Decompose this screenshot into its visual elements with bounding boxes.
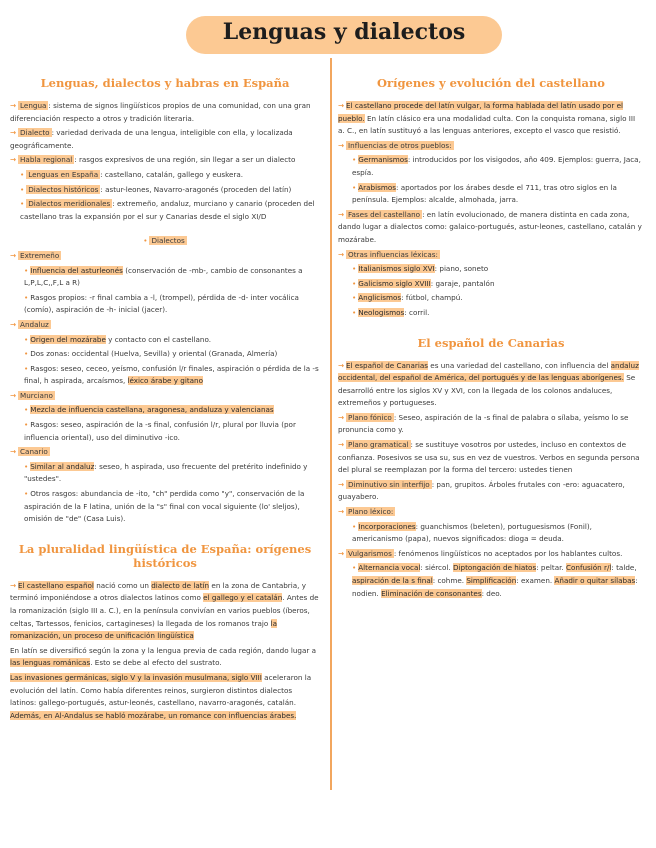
highlight: Galicismo siglo XVIII [358,278,431,288]
bullet-icon: • [24,363,29,373]
def-text: : rasgos expresivos de una región, sin llegar a ser un dialecto [74,155,296,165]
highlight: la romanización, un proceso de unificación lingüística [10,618,277,641]
plano-gramatical [338,439,644,477]
arrow-icon: → [338,412,345,422]
sub-text: : astur-leones, Navarro-aragonés (proceden del latín) [100,184,292,194]
bullet-icon: • [24,405,29,415]
sub-item [10,198,320,223]
canarias-p1 [338,360,644,410]
bullet-icon: • [20,169,25,179]
sub-text: : cohme. [432,576,467,585]
origenes-p1 [338,100,644,138]
pluralidad-p2 [10,645,320,670]
arrow-icon: → [338,507,345,517]
highlight: andaluz occidental, del español de América, del portugués y de las lenguas aborígenes. [338,360,639,383]
term-label: Canario [20,447,48,457]
arrow-icon: → [338,209,345,219]
term-label: Dialecto [20,128,50,138]
pluralidad-p1 [10,580,320,643]
sub-text: : aportados por los árabes desde el 711, tras otro siglos en la península. Ejemplos: alcalde, almohada, jarra. [352,182,617,205]
influencias-heading [338,140,644,153]
diminutivo-item [338,479,644,504]
sub-item [10,292,320,317]
sub-item [338,307,644,320]
body-text: : fenómenos lingüísticos no aceptados por los hablantes cultos. [393,548,623,558]
highlight: Incorporaciones [358,521,416,531]
arrow-icon: → [10,390,17,400]
sub-text: (conservación de -mb-, cambio de consonantes a L,P,L,C,,F,L a R) [24,265,303,288]
dialectos-label: Dialectos [151,236,185,246]
bullet-icon: • [24,334,29,344]
dialect-extremeno [10,250,320,263]
sub-text: Otros rasgos: abundancia de -ito, "ch" perdida como "y", conservación de la aspiración de la F latina, unión de la "s" final con vocal siguiente (lo' sleljos), omisión de "de" (Casa Luis). [24,489,305,524]
bullet-icon: • [352,307,357,317]
sub-text: : peltar. [536,563,566,573]
sub-text: : talde, [611,563,637,573]
sub-text: : examen. [516,576,555,585]
body-text: : se sustituye vosotros por ustedes, incluso en contextos de confianza. Posesivos se usa su, sus en vez de vuestros. Verbos en segunda persona del plural se reemplazan por la forma del tercero: ustedes tienen [338,440,640,475]
highlight: léxico árabe y gitano [127,376,203,386]
sub-text: : deo. [481,588,502,598]
body-text: . Antes de la romanización (siglo III a. C.), en la península convivían en varios pueblos (íberos, celtas, Tartessos, fenicios, cartagineses) la llegada de los romanos trajo [10,593,319,628]
sub-item [10,461,320,486]
highlight: El español de Canarias [346,360,428,370]
column-divider [330,58,332,790]
bullet-icon: • [352,293,357,303]
body-text: en la zona de Cantabria, y terminó imponiéndose a otros dialectos latinos como [10,580,306,603]
left-column [10,72,320,724]
sub-item [10,419,320,444]
sub-text: : garaje, pantalón [430,278,495,288]
sub-item [338,278,644,291]
sub-text: : castellano, catalán, gallego y euskera. [100,169,244,179]
highlight: Diptongación de hiatos [452,563,537,573]
section-heading-lenguas: Lenguas, dialectos y habras en España [40,76,290,90]
highlight: Simplificación [466,576,517,585]
dialectos-subheading [10,235,320,248]
arrow-icon: → [10,250,17,260]
sub-item [10,184,320,197]
sub-text: Rasgos: seseo, ceceo, yeísmo, confusión l/r finales, aspiración o pérdida de la -s final, h aspirada, arcaísmos, [24,363,319,386]
dialect-murciano [10,390,320,403]
arrow-icon: → [10,319,17,329]
section-heading-canarias: El español de Canarias [417,335,565,350]
def-dialecto [10,127,320,152]
highlight: Además, en Al-Andalus se habló mozárabe, un romance con influencias árabes. [10,710,297,720]
bullet-icon: • [24,349,29,359]
sub-text: : introducidos por los visigodos, año 409. Ejemplos: guerra, Jaca, espía. [352,155,641,177]
bullet-icon: • [24,420,29,430]
body-text: : en latín evolucionado, de manera distinta en cada zona, dando lugar a dialectos como: galaico-portugués, astur-leones, castellano, catalán y mozárabe. [338,209,642,244]
spacer [10,225,320,235]
right-column [338,72,644,602]
highlight: Alternancia vocal [358,563,421,573]
sub-text: : nodien. [352,576,638,598]
arrow-icon: → [338,101,345,110]
body-text: . Esto se debe al efecto del sustrato. [90,658,222,668]
arrow-icon: → [338,548,345,558]
highlight: Confusión r/l [565,563,612,573]
sub-item [10,169,320,182]
term-label: Otras influencias léxicas: [348,249,438,259]
sub-item [338,562,644,600]
bullet-icon: • [352,155,357,165]
section-heading-pluralidad: La pluralidad lingüística de España: orígenes históricos [18,541,312,570]
bullet-icon: • [352,264,357,274]
body-text: aceleraron la evolución del latín. Como había diferentes reinos, surgieron distintos dialectos latinos: gallego-portugués, astur-leonés, castellano, navarro-aragonés, catalán. [10,672,312,708]
plano-lexico [338,506,644,519]
bullet-icon: • [352,278,357,288]
arrow-icon: → [10,580,17,590]
sub-text: : seseo, h aspirada, uso frecuente del pretérito indefinido y "ustedes". [24,461,308,484]
bullet-icon: • [143,236,148,246]
bullet-icon: • [24,461,29,471]
sub-item [10,363,320,388]
highlight: Similar al andaluz [30,461,95,471]
body-text: : pan, grupitos. Árboles frutales con -ero: aguacatero, guayabero. [338,479,625,502]
arrow-icon: → [338,360,345,370]
term-label: Diminutivo sin interfijo [348,479,430,489]
sub-item [338,521,644,546]
section-heading-origenes: Orígenes y evolución del castellano [377,76,605,90]
highlight: las lenguas románicas [10,658,91,668]
sub-text: Dos zonas: occidental (Huelva, Sevilla) y oriental (Granada, Almería) [30,349,278,359]
sub-item [10,404,320,417]
term-label: Dialectos meridionales [28,199,111,209]
sub-text: : piano, soneto [434,264,489,274]
term-label: Plano gramatical [348,440,409,450]
term-label: Murciano [20,390,53,400]
def-text: : variedad derivada de una lengua, inteligible con ella, y localizada geográficamente. [10,128,293,150]
arrow-icon: → [10,128,17,138]
bullet-icon: • [352,563,357,573]
highlight: dialecto de latín [151,580,210,590]
highlight: aspiración de la s final [352,576,433,585]
sub-item [10,265,320,290]
highlight: Origen del mozárabe [30,334,106,344]
term-label: Extremeño [20,250,60,260]
arrow-icon: → [338,249,345,259]
term-label: Habla regional [20,155,73,165]
highlight: El castellano procede del latín vulgar, la forma hablada del latín usado por el pueblo. [338,101,624,123]
body-text: En latín clásico era una modalidad culta. Con la conquista romana, siglo III a. C., en latín sustituyó a las lenguas anteriores, excepto el vasco que resistió. [338,113,636,136]
highlight: Germanismos [358,155,408,165]
plano-fonico [338,412,644,437]
bullet-icon: • [24,292,29,302]
page-title: Lenguas y dialectos [222,19,466,45]
body-text: es una variedad del castellano, con influencia del [427,360,611,370]
sub-item [338,182,644,207]
sub-item [338,263,644,276]
term-label: Andaluz [20,319,49,329]
highlight: El castellano español [18,580,94,590]
sub-text: : corril. [404,307,430,317]
term-label: Dialectos históricos [28,184,99,194]
pluralidad-p3 [10,672,320,722]
arrow-icon: → [10,155,17,165]
sub-item [338,154,644,179]
highlight: Añadir o quitar sílabas [554,576,636,585]
arrow-icon: → [338,440,345,450]
highlight: el gallego y el catalán [203,593,283,603]
bullet-icon: • [24,489,29,499]
vulgarismos-item [338,548,644,561]
bullet-icon: • [352,182,357,192]
spacer [338,322,644,332]
term-label: Plano léxico: [348,507,394,517]
term-label: Vulgarismos [348,548,392,558]
body-text: En latín se diversificó según la zona y la lengua previa de cada región, dando lugar a [10,645,317,655]
sub-text: y contacto con el castellano. [105,334,212,344]
arrow-icon: → [338,140,345,150]
term-label: Influencias de otros pueblos: [348,140,452,150]
arrow-icon: → [10,447,17,457]
term-label: Plano fónico [348,412,392,422]
highlight: Arabismos [358,182,396,192]
highlight: Mezcla de influencia castellana, aragonesa, andaluza y valencianas [30,405,274,415]
body-text: Se desarrolló entre los siglos XV y XVI, con la llegada de los colonos andaluces, extremeños y portugueses. [338,373,636,408]
sub-text: : guanchismos (beleten), portuguesismos (Fonil), americanismo (papa), nuevos significados: dioga = deuda. [352,521,592,544]
arrow-icon: → [10,101,17,110]
def-text: : sistema de signos lingüísticos propios de una comunidad, con una gran diferenciación respecto a otros y tradición literaria. [10,101,311,123]
sub-text: Rasgos: seseo, aspiración de la -s final, confusión l/r, plural por lluvia (por influencia oriental), uso del diminutivo -ico. [24,420,296,442]
highlight: Las invasiones germánicas, siglo V y la invasión musulmana, siglo VIII [10,672,262,682]
sub-item [10,488,320,526]
term-label: Fases del castellano [348,209,421,219]
sub-item [338,292,644,305]
sub-text: : fútbol, champú. [401,293,463,303]
highlight: Eliminación de consonantes [381,588,482,598]
sub-text: Rasgos propios: -r final cambia a -l, (trompel), pérdida de -d- inter vocálica (comío), aspiración de -h- inicial (jacer). [24,292,299,315]
term-label: Lenguas en España [28,169,99,179]
sub-text: : siércol. [420,563,453,573]
highlight: Influencia del asturleonés [30,265,123,275]
term-label: Lengua [20,101,47,110]
dialect-canario [10,446,320,459]
otras-heading [338,249,644,262]
sub-item [10,334,320,347]
bullet-icon: • [24,265,29,275]
bullet-icon: • [20,199,25,209]
def-habla [10,154,320,167]
fases-item [338,209,644,247]
dialect-andaluz [10,319,320,332]
highlight: Neologismos [358,307,405,317]
bullet-icon: • [352,521,357,531]
def-lengua [10,100,320,125]
arrow-icon: → [338,479,345,489]
body-text: nació como un [93,580,152,590]
body-text: : Seseo, aspiración de la -s final de palabra o sílaba, yeísmo lo se pronuncia como y. [338,412,629,435]
highlight: Anglicismos [358,293,402,303]
bullet-icon: • [20,184,25,194]
sub-item [10,348,320,361]
spacer [10,528,320,538]
highlight: Italianismos siglo XVI [358,264,435,274]
sub-text: : extremeño, andaluz, murciano y canario (proceden del castellano tras la expansión por el sur y Canarias desde el siglo XI/D [20,199,315,221]
